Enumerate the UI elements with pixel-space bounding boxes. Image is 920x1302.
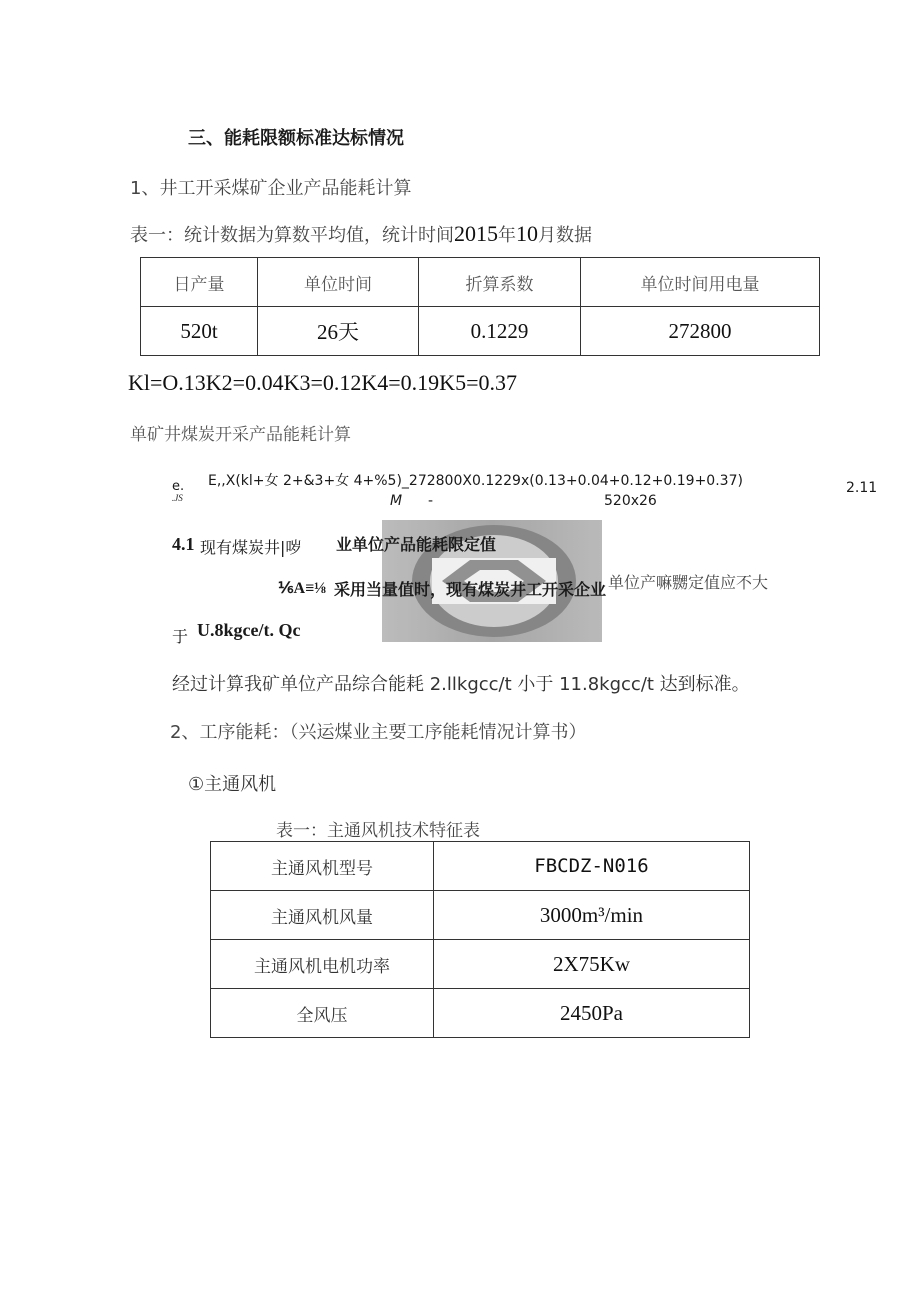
formula-lhs: e. <box>172 479 185 494</box>
section-heading: 三、能耗限额标准达标情况 <box>188 128 404 149</box>
para-text-d: 单位产嘛嬲定值应不大 <box>608 573 769 592</box>
header-daily-output: 日产量 <box>141 258 258 307</box>
para-text-c: 采用当量值时，现有煤炭井工开采企业 <box>334 582 607 599</box>
row-label: 全风压 <box>211 989 434 1038</box>
row-value: 2450Pa <box>434 989 750 1038</box>
table-row <box>141 307 820 356</box>
row-label: 主通风机型号 <box>211 842 434 891</box>
row-value: FBCDZ-N016 <box>434 842 750 891</box>
conclusion-text: 经过计算我矿单位产品综合能耗 2.llkgcc/t 小于 11.8kgcc/t 达到标准。 <box>172 674 750 695</box>
table-row <box>211 842 750 891</box>
row-value: 3000m³/min <box>434 891 750 940</box>
section-1-title: 1、井工开采煤矿企业产品能耗计算 <box>130 178 412 199</box>
caption-prefix: 表一：统计数据为算数平均值，统计时间 <box>130 225 454 246</box>
calc-title: 单矿井煤炭开采产品能耗计算 <box>130 425 351 445</box>
para-text-f: U.8kgce/t. Qc <box>197 620 301 640</box>
formula-lhs-sub: .JS <box>172 493 183 503</box>
fan-spec-table <box>210 841 750 1038</box>
caption-month: 10 <box>516 221 538 246</box>
formula-denominator-m: M <box>390 493 403 509</box>
para-symbol: ⅙A≡⅛ <box>278 580 327 597</box>
section-2-title: 2、工序能耗：（兴运煤业主要工序能耗情况计算书） <box>170 722 587 743</box>
table-row <box>211 891 750 940</box>
formula-denominator-dash: - <box>428 493 434 509</box>
item-main-fan: ①主通风机 <box>188 774 277 795</box>
header-conversion-factor: 折算系数 <box>419 258 581 307</box>
cell-electricity-use: 272800 <box>581 307 820 356</box>
formula-numerator: E,,X(kl+女 2+&3+女 4+%5)_272800X0.1229x(0.13+0.04+0.12+0.19+0.37) <box>208 473 743 489</box>
header-electricity-use: 单位时间用电量 <box>581 258 820 307</box>
table-row <box>211 989 750 1038</box>
formula-result: 2.11 <box>846 480 878 496</box>
cell-daily-output: 520t <box>141 307 258 356</box>
para-number: 4.1 <box>172 534 195 554</box>
cell-conversion-factor: 0.1229 <box>419 307 581 356</box>
para-text-e: 于 <box>172 627 189 646</box>
formula-denominator: 520x26 <box>604 493 657 509</box>
table1-caption <box>130 221 592 247</box>
row-value: 2X75Kw <box>434 940 750 989</box>
para-text-a: 现有煤炭井|哕 <box>200 538 302 557</box>
header-unit-time: 单位时间 <box>258 258 419 307</box>
caption-mid: 年 <box>498 225 516 246</box>
energy-stats-table <box>140 257 820 356</box>
table2-caption: 表一：主通风机技术特征表 <box>276 821 480 841</box>
row-label: 主通风机电机功率 <box>211 940 434 989</box>
para-text-b: 业单位产品能耗限定值 <box>336 537 497 554</box>
cell-unit-time: 26天 <box>258 307 419 356</box>
table-row <box>211 940 750 989</box>
row-label: 主通风机风量 <box>211 891 434 940</box>
caption-suffix: 月数据 <box>538 225 592 246</box>
k-coefficients: Kl=O.13K2=0.04K3=0.12K4=0.19K5=0.37 <box>128 370 517 395</box>
caption-year: 2015 <box>454 221 498 246</box>
table-header-row <box>141 258 820 307</box>
